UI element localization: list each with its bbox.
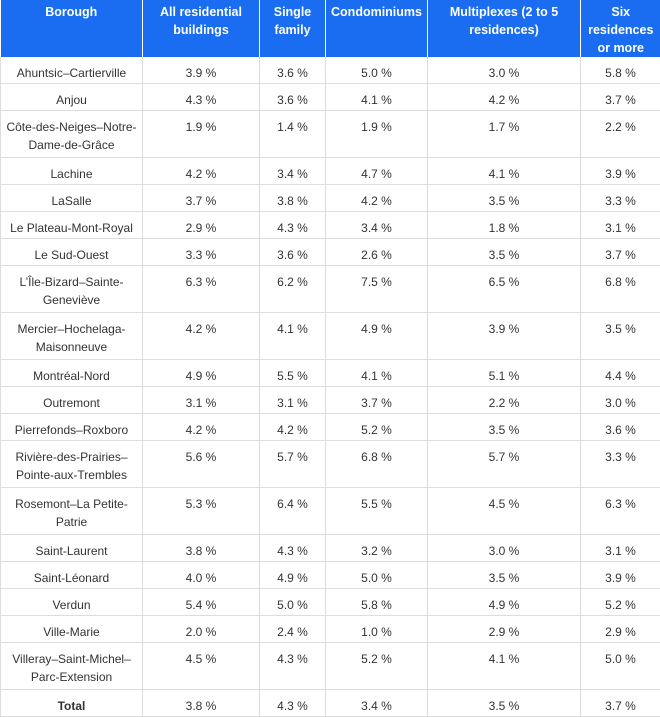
value-cell: 4.1 % bbox=[428, 643, 581, 690]
borough-cell: Villeray–Saint-Michel–Parc-Extension bbox=[1, 643, 143, 690]
value-cell: 3.5 % bbox=[428, 239, 581, 266]
value-cell: 4.2 % bbox=[143, 414, 260, 441]
total-label: Total bbox=[1, 690, 143, 717]
total-value: 3.4 % bbox=[326, 690, 428, 717]
value-cell: 2.9 % bbox=[143, 212, 260, 239]
table-row bbox=[1, 589, 660, 616]
table-row bbox=[1, 387, 660, 414]
borough-cell: Lachine bbox=[1, 158, 143, 185]
value-cell: 3.9 % bbox=[428, 313, 581, 360]
value-cell: 4.2 % bbox=[143, 158, 260, 185]
table-row bbox=[1, 84, 660, 111]
value-cell: 3.6 % bbox=[260, 84, 326, 111]
borough-cell: Saint-Léonard bbox=[1, 562, 143, 589]
value-cell: 3.3 % bbox=[581, 441, 660, 488]
value-cell: 4.1 % bbox=[326, 360, 428, 387]
value-cell: 2.0 % bbox=[143, 616, 260, 643]
value-cell: 4.4 % bbox=[581, 360, 660, 387]
value-cell: 3.2 % bbox=[326, 535, 428, 562]
value-cell: 3.4 % bbox=[326, 212, 428, 239]
value-cell: 4.9 % bbox=[143, 360, 260, 387]
table-row bbox=[1, 562, 660, 589]
table-row bbox=[1, 616, 660, 643]
borough-cell: L’Île-Bizard–Sainte-Geneviève bbox=[1, 266, 143, 313]
value-cell: 2.6 % bbox=[326, 239, 428, 266]
table-row bbox=[1, 360, 660, 387]
value-cell: 3.5 % bbox=[428, 185, 581, 212]
value-cell: 2.4 % bbox=[260, 616, 326, 643]
value-cell: 1.9 % bbox=[326, 111, 428, 158]
value-cell: 4.3 % bbox=[260, 535, 326, 562]
value-cell: 6.5 % bbox=[428, 266, 581, 313]
value-cell: 5.7 % bbox=[428, 441, 581, 488]
value-cell: 3.9 % bbox=[581, 562, 660, 589]
value-cell: 1.0 % bbox=[326, 616, 428, 643]
value-cell: 5.5 % bbox=[326, 488, 428, 535]
value-cell: 3.6 % bbox=[260, 239, 326, 266]
header-all-residential: All residential buildings bbox=[143, 0, 260, 57]
value-cell: 4.1 % bbox=[260, 313, 326, 360]
value-cell: 5.0 % bbox=[326, 57, 428, 84]
borough-cell: Verdun bbox=[1, 589, 143, 616]
value-cell: 3.7 % bbox=[581, 84, 660, 111]
total-row bbox=[1, 690, 660, 717]
borough-cell: Rivière-des-Prairies–Pointe-aux-Trembles bbox=[1, 441, 143, 488]
value-cell: 3.0 % bbox=[581, 387, 660, 414]
table-row bbox=[1, 488, 660, 535]
value-cell: 4.1 % bbox=[326, 84, 428, 111]
header-six-residences: Six residences or more bbox=[581, 0, 660, 57]
value-cell: 3.6 % bbox=[581, 414, 660, 441]
value-cell: 4.5 % bbox=[143, 643, 260, 690]
value-cell: 3.0 % bbox=[428, 57, 581, 84]
value-cell: 4.7 % bbox=[326, 158, 428, 185]
value-cell: 6.2 % bbox=[260, 266, 326, 313]
value-cell: 5.4 % bbox=[143, 589, 260, 616]
value-cell: 1.7 % bbox=[428, 111, 581, 158]
table-row bbox=[1, 535, 660, 562]
borough-cell: Mercier–Hochelaga-Maisonneuve bbox=[1, 313, 143, 360]
value-cell: 3.1 % bbox=[260, 387, 326, 414]
value-cell: 4.2 % bbox=[143, 313, 260, 360]
table-row bbox=[1, 185, 660, 212]
value-cell: 6.4 % bbox=[260, 488, 326, 535]
value-cell: 4.9 % bbox=[428, 589, 581, 616]
value-cell: 4.3 % bbox=[260, 212, 326, 239]
value-cell: 4.3 % bbox=[143, 84, 260, 111]
borough-cell: Le Sud-Ouest bbox=[1, 239, 143, 266]
header-single-family: Single family bbox=[260, 0, 326, 57]
table-row bbox=[1, 266, 660, 313]
table-row bbox=[1, 643, 660, 690]
total-value: 3.8 % bbox=[143, 690, 260, 717]
value-cell: 3.9 % bbox=[581, 158, 660, 185]
borough-cell: Outremont bbox=[1, 387, 143, 414]
value-cell: 1.4 % bbox=[260, 111, 326, 158]
value-cell: 5.5 % bbox=[260, 360, 326, 387]
table-row bbox=[1, 441, 660, 488]
value-cell: 3.0 % bbox=[428, 535, 581, 562]
value-cell: 3.9 % bbox=[143, 57, 260, 84]
value-cell: 4.2 % bbox=[326, 185, 428, 212]
value-cell: 5.7 % bbox=[260, 441, 326, 488]
table-row bbox=[1, 212, 660, 239]
value-cell: 3.1 % bbox=[581, 535, 660, 562]
value-cell: 4.9 % bbox=[326, 313, 428, 360]
table-row bbox=[1, 414, 660, 441]
borough-cell: Ahuntsic–Cartierville bbox=[1, 57, 143, 84]
borough-cell: Montréal-Nord bbox=[1, 360, 143, 387]
table-body bbox=[1, 57, 660, 717]
table-row bbox=[1, 111, 660, 158]
table-row bbox=[1, 158, 660, 185]
value-cell: 2.9 % bbox=[581, 616, 660, 643]
header-borough: Borough bbox=[1, 0, 143, 57]
value-cell: 2.2 % bbox=[428, 387, 581, 414]
value-cell: 3.7 % bbox=[581, 239, 660, 266]
value-cell: 3.7 % bbox=[326, 387, 428, 414]
value-cell: 3.1 % bbox=[581, 212, 660, 239]
value-cell: 5.2 % bbox=[581, 589, 660, 616]
total-value: 3.5 % bbox=[428, 690, 581, 717]
value-cell: 5.2 % bbox=[326, 414, 428, 441]
value-cell: 4.2 % bbox=[428, 84, 581, 111]
value-cell: 4.1 % bbox=[428, 158, 581, 185]
table-row bbox=[1, 239, 660, 266]
header-condominiums: Condominiums bbox=[326, 0, 428, 57]
value-cell: 7.5 % bbox=[326, 266, 428, 313]
value-cell: 1.8 % bbox=[428, 212, 581, 239]
value-cell: 6.8 % bbox=[581, 266, 660, 313]
borough-cell: LaSalle bbox=[1, 185, 143, 212]
value-cell: 2.9 % bbox=[428, 616, 581, 643]
value-cell: 3.5 % bbox=[428, 562, 581, 589]
value-cell: 3.3 % bbox=[581, 185, 660, 212]
value-cell: 3.8 % bbox=[143, 535, 260, 562]
value-cell: 4.9 % bbox=[260, 562, 326, 589]
borough-cell: Saint-Laurent bbox=[1, 535, 143, 562]
borough-cell: Pierrefonds–Roxboro bbox=[1, 414, 143, 441]
header-row bbox=[1, 0, 660, 57]
value-cell: 4.2 % bbox=[260, 414, 326, 441]
value-cell: 3.6 % bbox=[260, 57, 326, 84]
total-value: 4.3 % bbox=[260, 690, 326, 717]
value-cell: 5.0 % bbox=[260, 589, 326, 616]
value-cell: 5.2 % bbox=[326, 643, 428, 690]
value-cell: 3.8 % bbox=[260, 185, 326, 212]
table-header bbox=[1, 0, 660, 57]
value-cell: 3.4 % bbox=[260, 158, 326, 185]
value-cell: 5.1 % bbox=[428, 360, 581, 387]
value-cell: 1.9 % bbox=[143, 111, 260, 158]
borough-cell: Le Plateau-Mont-Royal bbox=[1, 212, 143, 239]
header-multiplexes: Multiplexes (2 to 5 residences) bbox=[428, 0, 581, 57]
table-row bbox=[1, 313, 660, 360]
total-value: 3.7 % bbox=[581, 690, 660, 717]
value-cell: 5.6 % bbox=[143, 441, 260, 488]
value-cell: 4.0 % bbox=[143, 562, 260, 589]
value-cell: 6.8 % bbox=[326, 441, 428, 488]
value-cell: 5.8 % bbox=[326, 589, 428, 616]
value-cell: 3.5 % bbox=[428, 414, 581, 441]
value-cell: 5.3 % bbox=[143, 488, 260, 535]
value-cell: 3.3 % bbox=[143, 239, 260, 266]
value-cell: 5.0 % bbox=[581, 643, 660, 690]
value-cell: 4.5 % bbox=[428, 488, 581, 535]
value-cell: 6.3 % bbox=[581, 488, 660, 535]
value-cell: 5.8 % bbox=[581, 57, 660, 84]
value-cell: 3.5 % bbox=[581, 313, 660, 360]
table-row bbox=[1, 57, 660, 84]
borough-cell: Côte-des-Neiges–Notre-Dame-de-Grâce bbox=[1, 111, 143, 158]
value-cell: 3.7 % bbox=[143, 185, 260, 212]
value-cell: 5.0 % bbox=[326, 562, 428, 589]
value-cell: 6.3 % bbox=[143, 266, 260, 313]
value-cell: 2.2 % bbox=[581, 111, 660, 158]
value-cell: 3.1 % bbox=[143, 387, 260, 414]
value-cell: 4.3 % bbox=[260, 643, 326, 690]
borough-cell: Ville-Marie bbox=[1, 616, 143, 643]
borough-cell: Anjou bbox=[1, 84, 143, 111]
borough-cell: Rosemont–La Petite-Patrie bbox=[1, 488, 143, 535]
